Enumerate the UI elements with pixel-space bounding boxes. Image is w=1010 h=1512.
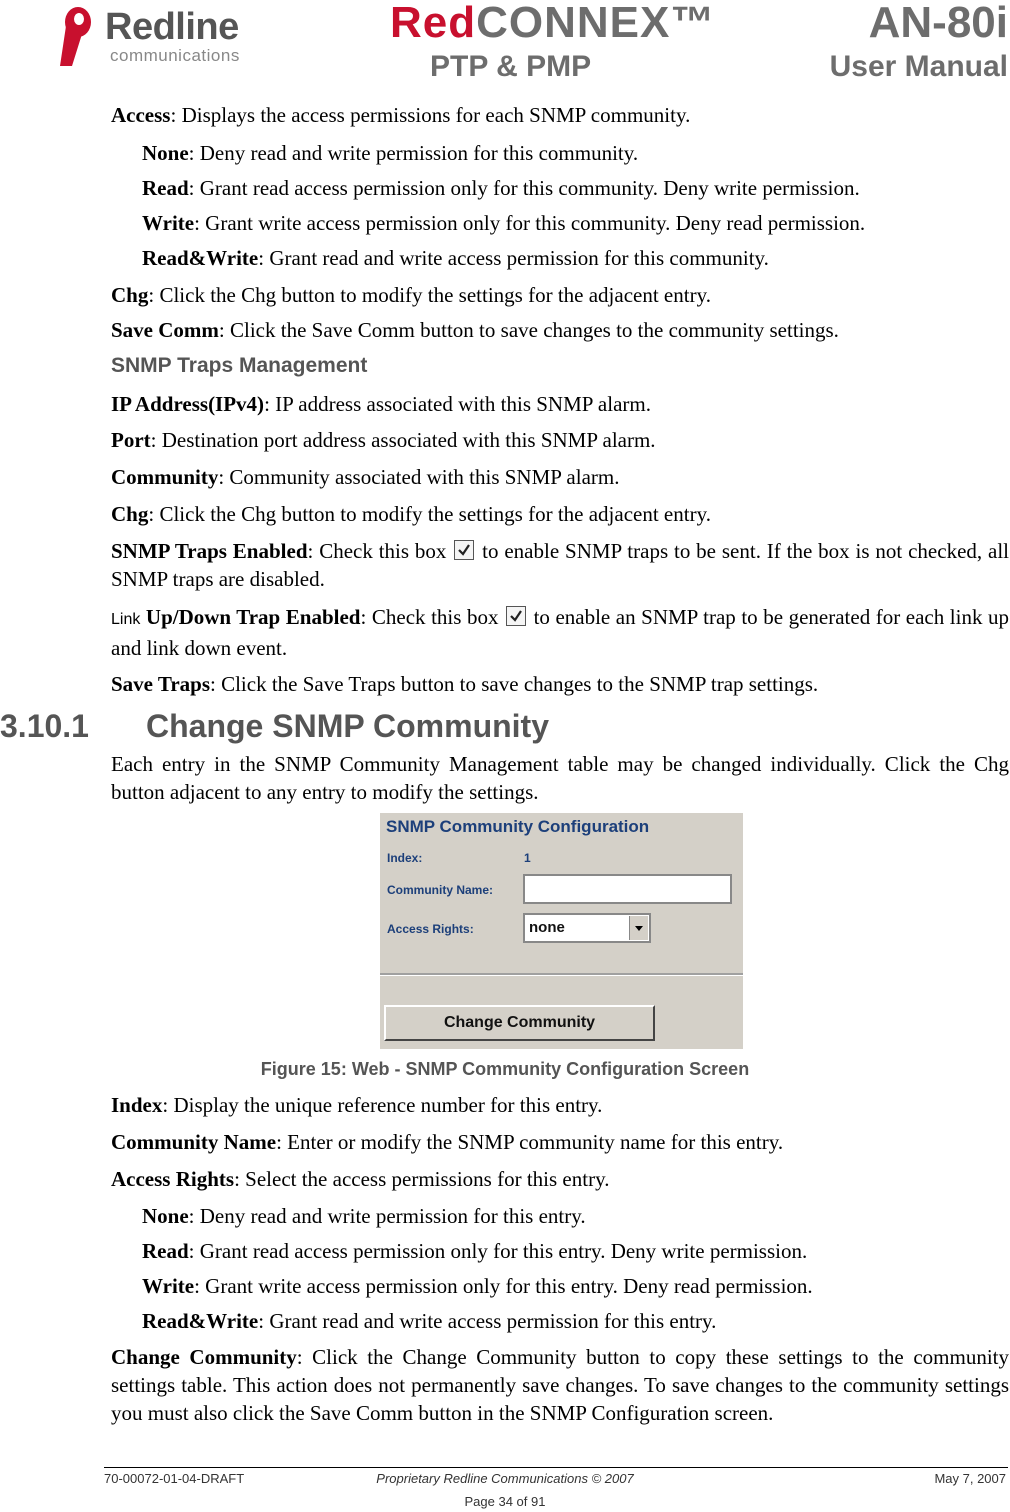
footer-page-number: Page 34 of 91 bbox=[464, 1494, 546, 1509]
footer-doc-id: 70-00072-01-04-DRAFT bbox=[104, 1471, 245, 1486]
traps-heading: SNMP Traps Management bbox=[111, 354, 368, 377]
term: Read&Write bbox=[142, 1309, 259, 1333]
community-paragraph bbox=[111, 463, 619, 491]
chg-paragraph-2 bbox=[111, 500, 711, 528]
term: Chg bbox=[111, 502, 149, 526]
page-header bbox=[0, 0, 1010, 100]
ip-paragraph bbox=[111, 390, 651, 418]
desc: : Displays the access permissions for each SNMP community. bbox=[170, 103, 691, 127]
index-label: Index: bbox=[387, 851, 423, 865]
section-heading bbox=[0, 708, 549, 745]
rights-readwrite bbox=[142, 1307, 716, 1335]
desc: : Select the access permissions for this entry. bbox=[234, 1167, 610, 1191]
link-updown-paragraph bbox=[111, 603, 1009, 662]
rights-write bbox=[142, 1272, 813, 1300]
term: Up/Down Trap Enabled bbox=[145, 605, 361, 629]
desc-post: to enable SNMP traps to be sent. If the box is not checked, all SNMP traps are disabled. bbox=[111, 539, 1010, 591]
term: Change Community bbox=[111, 1345, 297, 1369]
logo-subtitle: communications bbox=[110, 46, 240, 65]
desc: : Community associated with this SNMP alarm. bbox=[218, 465, 620, 489]
product-line: PTP & PMP bbox=[430, 50, 592, 83]
term: Port bbox=[111, 428, 151, 452]
desc: : Display the unique reference number for this entry. bbox=[162, 1093, 603, 1117]
desc: : Click the Change Community button to copy these settings to the community settings table. This action does not permanently save changes. To save changes to the community settings you must also click the Save Comm button in the SNMP Configuration screen. bbox=[111, 1345, 1009, 1425]
term: Save Traps bbox=[111, 672, 210, 696]
figure-sep: : bbox=[340, 1059, 352, 1079]
desc: : Click the Chg button to modify the settings for the adjacent entry. bbox=[148, 502, 711, 526]
product-model: AN-80i bbox=[868, 0, 1008, 47]
desc: : IP address associated with this SNMP alarm. bbox=[264, 392, 651, 416]
desc: : Click the Save Comm button to save changes to the community settings. bbox=[218, 318, 839, 342]
index-value: 1 bbox=[524, 851, 531, 865]
term: Write bbox=[142, 211, 195, 235]
desc: : Grant write access permission only for this community. Deny read permission. bbox=[194, 211, 866, 235]
rights-read bbox=[142, 1237, 807, 1265]
intro-paragraph: Each entry in the SNMP Community Management table may be changed individually. Click the Chg button adjacent to any entry to modify the settings. bbox=[111, 752, 1009, 804]
desc-post: to enable an SNMP trap to be generated for each link up and link down event. bbox=[111, 605, 1010, 660]
term: SNMP Traps Enabled bbox=[111, 539, 308, 563]
access-rights-value: none bbox=[529, 919, 565, 936]
section-title: Change SNMP Community bbox=[146, 708, 549, 744]
community-name-paragraph bbox=[111, 1128, 783, 1156]
term: Read bbox=[142, 176, 189, 200]
term: Index bbox=[111, 1093, 163, 1117]
rights-none bbox=[142, 1202, 586, 1230]
desc: : Click the Chg button to modify the settings for the adjacent entry. bbox=[148, 283, 711, 307]
desc: : Destination port address associated with this SNMP alarm. bbox=[150, 428, 656, 452]
footer-copyright: Proprietary Redline Communications © 2007 bbox=[376, 1471, 634, 1486]
traps-enabled-paragraph bbox=[111, 537, 1009, 593]
figure-text: Web - SNMP Community Configuration Screen bbox=[351, 1059, 750, 1079]
checkbox-checked-icon bbox=[506, 606, 526, 626]
section-number: 3.10.1 bbox=[0, 708, 89, 744]
change-community-button[interactable]: Change Community bbox=[384, 1005, 655, 1041]
term: Read bbox=[142, 1239, 189, 1263]
desc: : Deny read and write permission for this community. bbox=[188, 141, 639, 165]
access-write bbox=[142, 209, 865, 237]
figure-caption bbox=[0, 1059, 1010, 1080]
redline-logo-icon bbox=[58, 4, 102, 68]
chevron-down-icon[interactable] bbox=[629, 916, 648, 940]
desc: : Enter or modify the SNMP community name for this entry. bbox=[276, 1130, 784, 1154]
footer-divider bbox=[104, 1467, 1008, 1468]
community-name-label: Community Name: bbox=[387, 883, 494, 897]
term: Chg bbox=[111, 283, 149, 307]
term: Save Comm bbox=[111, 318, 219, 342]
term: Write bbox=[142, 1274, 195, 1298]
community-name-input[interactable] bbox=[523, 874, 732, 904]
index-paragraph bbox=[111, 1091, 602, 1119]
desc: : Grant write access permission only for this entry. Deny read permission. bbox=[194, 1274, 813, 1298]
link-word: Link bbox=[111, 611, 141, 628]
access-rights-paragraph bbox=[111, 1165, 609, 1193]
term: Community bbox=[111, 465, 219, 489]
access-rights-select[interactable] bbox=[523, 913, 651, 943]
save-comm-paragraph bbox=[111, 316, 839, 344]
term: Access bbox=[111, 103, 171, 127]
desc: : Grant read access permission only for this entry. Deny write permission. bbox=[188, 1239, 808, 1263]
manual-title: User Manual bbox=[829, 50, 1008, 83]
desc-pre: : Check this box bbox=[307, 539, 453, 563]
change-community-paragraph bbox=[111, 1343, 1009, 1427]
screenshot-title: SNMP Community Configuration bbox=[386, 817, 650, 836]
access-none bbox=[142, 139, 638, 167]
chg-paragraph bbox=[111, 281, 711, 309]
access-rights-label: Access Rights: bbox=[387, 922, 474, 936]
divider bbox=[380, 973, 743, 976]
desc: : Grant read access permission only for this community. Deny write permission. bbox=[188, 176, 860, 200]
term: None bbox=[142, 1204, 189, 1228]
desc: : Grant read and write access permission for this entry. bbox=[258, 1309, 717, 1333]
desc: : Click the Save Traps button to save changes to the SNMP trap settings. bbox=[210, 672, 819, 696]
product-name-red: Red bbox=[390, 0, 477, 47]
logo-wordmark: Redline bbox=[105, 6, 239, 48]
term: None bbox=[142, 141, 189, 165]
access-read bbox=[142, 174, 860, 202]
port-paragraph bbox=[111, 426, 656, 454]
access-readwrite bbox=[142, 244, 769, 272]
term: Access Rights bbox=[111, 1167, 235, 1191]
access-paragraph bbox=[111, 101, 690, 129]
term: IP Address(IPv4) bbox=[111, 392, 265, 416]
footer-date: May 7, 2007 bbox=[934, 1471, 1006, 1486]
desc: : Deny read and write permission for this entry. bbox=[188, 1204, 586, 1228]
product-name bbox=[390, 0, 715, 48]
term: Read&Write bbox=[142, 246, 259, 270]
product-name-rest: CONNEX™ bbox=[476, 0, 716, 47]
desc: : Grant read and write access permission for this community. bbox=[258, 246, 769, 270]
checkbox-checked-icon bbox=[454, 540, 474, 560]
desc-pre: : Check this box bbox=[360, 605, 505, 629]
term: Community Name bbox=[111, 1130, 277, 1154]
snmp-community-config-screenshot bbox=[380, 813, 743, 1049]
save-traps-paragraph bbox=[111, 670, 818, 698]
figure-number: Figure 15 bbox=[260, 1059, 341, 1079]
